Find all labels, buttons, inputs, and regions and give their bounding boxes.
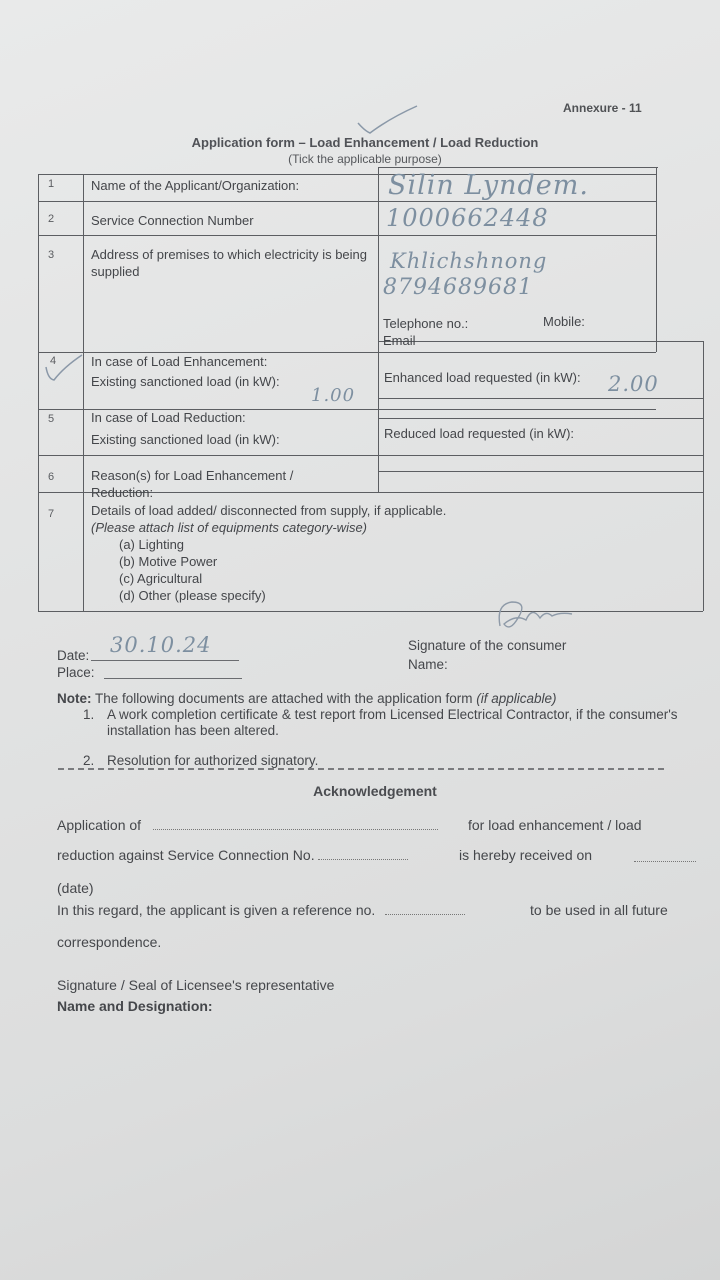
row-number: 6 <box>48 471 55 483</box>
row-number: 1 <box>48 178 55 190</box>
tick-mark-icon <box>355 103 425 138</box>
ack-reference-label: In this regard, the applicant is given a reference no. <box>57 902 376 918</box>
acknowledgement-title: Acknowledgement <box>313 783 437 799</box>
place-label: Place: <box>57 665 95 680</box>
ack-reduction-label: reduction against Service Connection No. <box>57 847 315 863</box>
existing-load-value[interactable]: 1.00 <box>311 385 356 406</box>
note-item-text: A work completion certificate & test report from Licensed Electrical Contractor, if the consumer's installation has been altered. <box>107 707 678 738</box>
note-qualifier: (if applicable) <box>476 691 557 706</box>
mobile-label: Mobile: <box>543 314 585 329</box>
row-number: 5 <box>48 413 55 425</box>
email-label: Email <box>383 333 416 348</box>
address-value[interactable]: Khlichshnong <box>390 249 548 273</box>
ack-received-text: is hereby received on <box>459 847 593 863</box>
mobile-value[interactable]: 8794689681 <box>383 275 533 300</box>
applicant-blank[interactable] <box>153 829 438 830</box>
row-number: 4 <box>50 355 57 367</box>
enhanced-load-value[interactable]: 2.00 <box>608 372 659 396</box>
date-value[interactable]: 30.10.24 <box>110 633 212 657</box>
ack-correspondence-text: correspondence. <box>57 934 162 950</box>
existing-load-label: Existing sanctioned load (in kW): <box>91 374 280 389</box>
name-designation-label: Name and Designation: <box>57 998 213 1014</box>
list-item: (c) Agricultural <box>119 571 203 586</box>
note-text: The following documents are attached with the application form <box>95 691 473 706</box>
reduced-load-label: Reduced load requested (in kW): <box>384 426 575 441</box>
note-item-text: Resolution for authorized signatory. <box>107 753 319 768</box>
applicant-name-value[interactable]: Silin Lyndem. <box>388 170 589 201</box>
tick-mark-icon <box>42 353 86 385</box>
acknowledgement-divider <box>58 768 664 770</box>
reference-no-blank[interactable] <box>385 914 465 915</box>
ack-date-text: (date) <box>57 880 94 896</box>
reason-label: Reason(s) for Load Enhancement / Reduction: <box>91 468 294 500</box>
address-label: Address of premises to which electricity is being supplied <box>91 247 368 279</box>
received-date-blank[interactable] <box>634 861 696 862</box>
telephone-label: Telephone no.: <box>383 316 469 331</box>
application-form-table <box>38 167 704 611</box>
service-connection-label: Service Connection Number <box>91 213 254 228</box>
row-number: 3 <box>48 249 55 261</box>
row-number: 2 <box>48 213 55 225</box>
list-item: (b) Motive Power <box>119 554 218 569</box>
note-label: Note: <box>57 691 92 706</box>
load-details-section <box>91 502 651 604</box>
row-number: 7 <box>48 508 55 520</box>
date-label: Date: <box>57 648 90 663</box>
list-item: (d) Other (please specify) <box>119 588 266 603</box>
licensee-signature-label: Signature / Seal of Licensee's representative <box>57 977 335 993</box>
load-reduction-heading: In case of Load Reduction: <box>91 410 246 425</box>
consumer-name-label: Name: <box>408 657 448 672</box>
applicant-name-label: Name of the Applicant/Organization: <box>91 178 300 193</box>
ack-load-text: for load enhancement / load <box>468 817 642 833</box>
form-title: Application form – Load Enhancement / Load Reduction <box>191 135 539 150</box>
load-details-label: Details of load added/ disconnected from supply, if applicable. <box>91 503 447 518</box>
service-connection-value[interactable]: 1000662448 <box>386 204 549 232</box>
load-enhancement-heading: In case of Load Enhancement: <box>91 354 268 369</box>
service-connection-blank[interactable] <box>318 859 408 860</box>
enhanced-load-label: Enhanced load requested (in kW): <box>384 370 581 385</box>
note-item-number: 1. <box>83 707 95 722</box>
consumer-signature <box>492 596 582 640</box>
load-details-note: (Please attach list of equipments category-wise) <box>91 520 368 535</box>
consumer-signature-label: Signature of the consumer <box>408 638 567 653</box>
existing-load-label: Existing sanctioned load (in kW): <box>91 432 280 447</box>
form-subtitle: (Tick the applicable purpose) <box>288 152 442 166</box>
ack-future-text: to be used in all future <box>530 902 668 918</box>
annexure-label: Annexure - 11 <box>563 101 642 115</box>
ack-application-label: Application of <box>57 817 142 833</box>
note-item-number: 2. <box>83 753 95 768</box>
list-item: (a) Lighting <box>119 537 185 552</box>
